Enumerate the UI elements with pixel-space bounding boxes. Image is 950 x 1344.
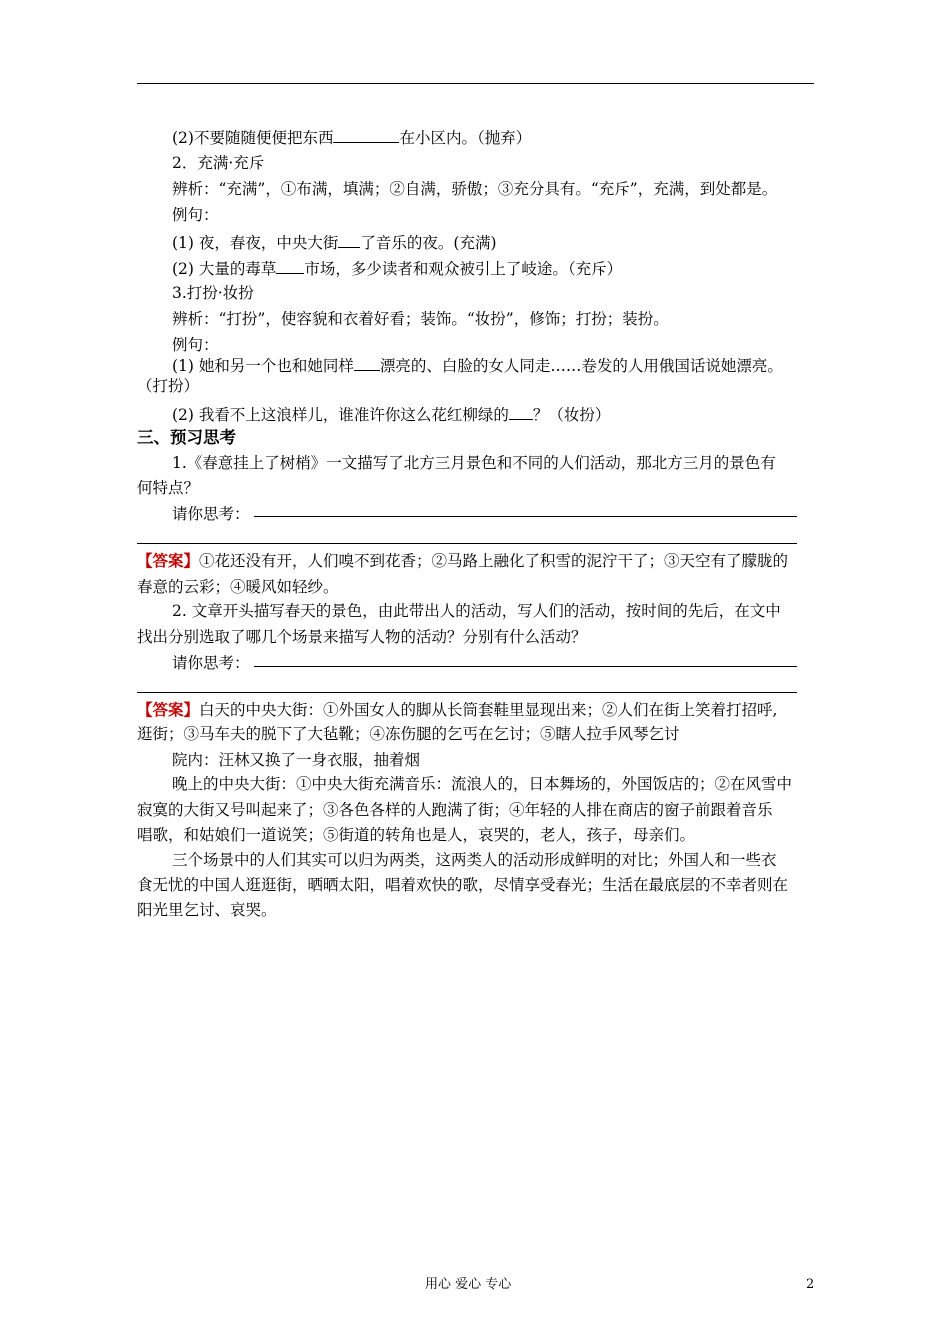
think-prompt: 请你思考：: [172, 654, 250, 672]
fill-blank: [333, 126, 399, 143]
fill-blank: [276, 257, 304, 274]
answer-line: [137, 692, 797, 693]
text-line: 1.《春意挂上了树梢》一文描写了北方三月景色和不同的人们活动，那北方三月的景色有: [172, 454, 776, 472]
text-line: 2．充满·充斥: [172, 154, 265, 172]
text-line: 2. 文章开头描写春天的景色，由此带出人的活动，写人们的活动，按时间的先后，在文中: [172, 602, 781, 620]
text-line: (2) 大量的毒草 市场，多少读者和观众被引上了岐途。（充斥）: [172, 257, 622, 279]
answer-line: [254, 516, 797, 517]
answer-line: [137, 543, 797, 544]
text-line: 逛街；③马车夫的脱下了大毡靴；④冻伤腿的乞丐在乞讨；⑤瞎人拉手风琴乞讨: [137, 725, 680, 743]
text-line: 院内：汪林又换了一身衣服，抽着烟: [172, 751, 421, 769]
text-line: 辨析：“打扮”，使容貌和衣着好看；装饰。“妆扮”，修饰；打扮；装扮。: [172, 310, 669, 328]
answer-tag: 【答案】: [137, 700, 200, 719]
text-line: 寂寞的大街又号叫起来了；③各色各样的人跑满了街；④年轻的人排在商店的窗子前跟着音乐: [137, 801, 773, 819]
text-line: 食无忧的中国人逛逛街，晒晒太阳，唱着欢快的歌，尽情享受春光；生活在最底层的不幸者则在: [137, 876, 789, 894]
text-line: (1) 夜，春夜，中央大街 了音乐的夜。(充满): [172, 231, 497, 253]
fill-blank: [338, 231, 360, 248]
text-line: 阳光里乞讨、哀哭。: [137, 901, 277, 919]
fill-blank: [354, 354, 380, 371]
header-rule: [137, 83, 814, 84]
footer-motto: 用心 爱心 专心: [425, 1277, 512, 1292]
text-line: 唱歌，和姑娘们一道说笑；⑤街道的转角也是人，哀哭的，老人，孩子，母亲们。: [137, 826, 696, 844]
text-line: 例句：: [172, 206, 219, 224]
text-line: 找出分别选取了哪几个场景来描写人物的活动？分别有什么活动？: [137, 628, 587, 646]
text-line: 何特点？: [137, 479, 200, 497]
fill-blank: [509, 403, 533, 420]
text-line: (2) 我看不上这浪样儿，谁准许你这么花红柳绿的 ？（妆扮）: [172, 403, 610, 425]
page-number: 2: [806, 1277, 815, 1292]
text-line: 晚上的中央大街：①中央大街充满音乐：流浪人的，日本舞场的，外国饭店的；②在风雪中: [172, 775, 793, 793]
text-line: (1) 她和另一个也和她同样 漂亮的、白脸的女人同走……卷发的人用俄国话说她漂亮。: [172, 354, 783, 376]
text-line: 春意的云彩；④暖风如轻纱。: [137, 578, 339, 596]
answer-tag: 【答案】: [137, 551, 200, 570]
text-line: 三个场景中的人们其实可以归为两类，这两类人的活动形成鲜明的对比；外国人和一些衣: [172, 851, 777, 869]
text-line: 3.打扮·妆扮: [172, 284, 254, 302]
answer-line: [254, 666, 797, 667]
text-line: (2)不要随随便便把东西 在小区内。（抛弃）: [172, 126, 531, 148]
text-line: （打扮）: [137, 377, 200, 395]
text-line: 【答案】白天的中央大街：①外国女人的脚从长筒套鞋里显现出来；②人们在街上笑着打招呼,: [137, 700, 778, 719]
think-prompt: 请你思考：: [172, 505, 250, 523]
text-line: 【答案】①花还没有开，人们嗅不到花香；②马路上融化了积雪的泥泞干了；③天空有了朦胧的: [137, 551, 789, 570]
section-heading: 三、预习思考: [137, 428, 236, 447]
text-line: 辨析：“充满”，①布满，填满；②自满，骄傲；③充分具有。“充斥”，充满，到处都是。: [172, 180, 778, 198]
text-line: 例句：: [172, 336, 219, 354]
